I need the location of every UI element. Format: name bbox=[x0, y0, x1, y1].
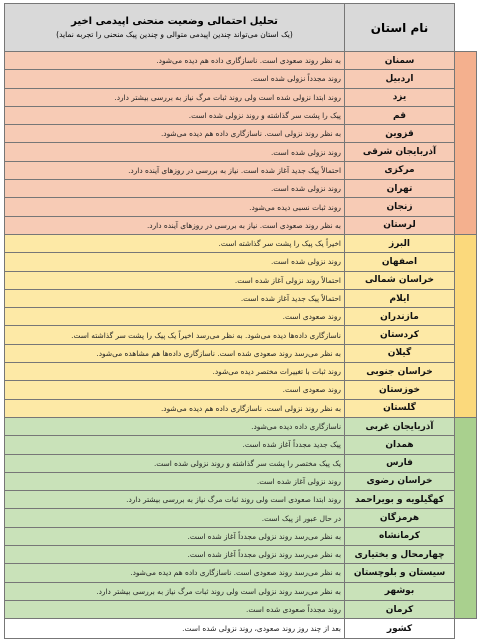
province-name: گلستان bbox=[345, 399, 455, 417]
province-analysis: روند صعودی است. bbox=[5, 381, 345, 399]
table-row bbox=[5, 564, 477, 582]
province-analysis: یک پیک مختصر را پشت سر گذاشته و روند نزولی شده است. bbox=[5, 454, 345, 472]
province-name: کرمان bbox=[345, 600, 455, 618]
table-row bbox=[5, 106, 477, 124]
province-name: آذربایجان شرقی bbox=[345, 143, 455, 161]
province-analysis: به نظر روند صعودی است. ناسازگاری داده هم دیده می‌شود. bbox=[5, 52, 345, 70]
province-analysis: احتمالاً روند نزولی آغاز شده است. bbox=[5, 271, 345, 289]
table-row bbox=[5, 253, 477, 271]
province-name: کهگیلویه و بویراحمد bbox=[345, 491, 455, 509]
province-name: چهارمحال و بختیاری bbox=[345, 546, 455, 564]
province-analysis: روند نزولی آغاز شده است. bbox=[5, 472, 345, 490]
analysis-header-subtitle: (یک استان می‌تواند چندین اپیدمی متوالی و چندین پیک منحنی را تجربه نماید) bbox=[56, 29, 293, 39]
province-analysis: به نظر روند نزولی است. ناسازگاری داده هم دیده می‌شود. bbox=[5, 125, 345, 143]
province-analysis: روند مجدداً صعودی شده است. bbox=[5, 600, 345, 618]
province-name: هرمزگان bbox=[345, 509, 455, 527]
table-row bbox=[5, 88, 477, 106]
province-analysis: ناسازگاری داده دیده می‌شود. bbox=[5, 417, 345, 435]
table-row bbox=[5, 363, 477, 381]
province-analysis: روند ابتدا صعودی است ولی روند ثبات مرگ نیاز به بررسی بیشتر دارد. bbox=[5, 491, 345, 509]
province-analysis: روند ثبات نسبی دیده می‌شود. bbox=[5, 198, 345, 216]
province-name: مازندران bbox=[345, 308, 455, 326]
province-name: قم bbox=[345, 106, 455, 124]
country-row bbox=[5, 619, 477, 639]
province-analysis: روند نزولی شده است. bbox=[5, 143, 345, 161]
table-row bbox=[5, 454, 477, 472]
country-name: کشور bbox=[345, 619, 455, 639]
table-row bbox=[5, 381, 477, 399]
province-name: لرستان bbox=[345, 216, 455, 234]
province-name: کردستان bbox=[345, 326, 455, 344]
province-name: البرز bbox=[345, 234, 455, 252]
province-analysis: احتمالاً پیک جدید آغاز شده است. نیاز به بررسی در روزهای آینده دارد. bbox=[5, 161, 345, 179]
table-row bbox=[5, 326, 477, 344]
table-row bbox=[5, 491, 477, 509]
table-row bbox=[5, 546, 477, 564]
province-analysis: روند مجدداً نزولی شده است. bbox=[5, 70, 345, 88]
table-row bbox=[5, 344, 477, 362]
province-analysis: روند نزولی شده است. bbox=[5, 253, 345, 271]
province-name: یزد bbox=[345, 88, 455, 106]
header-spacer bbox=[455, 4, 477, 52]
province-analysis: در حال عبور از پیک است. bbox=[5, 509, 345, 527]
table-row bbox=[5, 198, 477, 216]
province-name: خراسان شمالی bbox=[345, 271, 455, 289]
table-row bbox=[5, 308, 477, 326]
province-name: خوزستان bbox=[345, 381, 455, 399]
table-row bbox=[5, 472, 477, 490]
table-row bbox=[5, 271, 477, 289]
province-analysis: پیک را پشت سر گذاشته و روند نزولی شده است. bbox=[5, 106, 345, 124]
province-name: مرکزی bbox=[345, 161, 455, 179]
province-epidemic-table bbox=[4, 3, 477, 639]
province-analysis: به نظر روند صعودی است. نیاز به بررسی در روزهای آینده دارد. bbox=[5, 216, 345, 234]
province-name: ایلام bbox=[345, 289, 455, 307]
province-name: فارس bbox=[345, 454, 455, 472]
province-analysis: به نظر می‌رسد روند نزولی است ولی روند ثبات مرگ نیاز به بررسی بیشتر دارد. bbox=[5, 582, 345, 600]
table-row bbox=[5, 143, 477, 161]
province-analysis: ناسازگاری داده‌ها دیده می‌شود. به نظر می‌رسد اخیراً یک پیک را پشت سر گذاشته است. bbox=[5, 326, 345, 344]
province-analysis: به نظر می‌رسد روند نزولی مجدداً آغاز شده است. bbox=[5, 546, 345, 564]
province-name: خراسان جنوبی bbox=[345, 363, 455, 381]
province-name: سیستان و بلوچستان bbox=[345, 564, 455, 582]
group-label-cell bbox=[455, 417, 477, 618]
province-name: گیلان bbox=[345, 344, 455, 362]
province-analysis: روند ابتدا نزولی شده است ولی روند ثبات مرگ نیاز به بررسی بیشتر دارد. bbox=[5, 88, 345, 106]
province-analysis: به نظر می‌رسد روند نزولی مجدداً آغاز شده است. bbox=[5, 527, 345, 545]
province-name: بوشهر bbox=[345, 582, 455, 600]
country-analysis: بعد از چند روز روند صعودی، روند نزولی شده است. bbox=[5, 619, 345, 639]
analysis-header bbox=[5, 4, 345, 52]
table-row bbox=[5, 417, 477, 435]
province-name: همدان bbox=[345, 436, 455, 454]
table-row bbox=[5, 436, 477, 454]
province-analysis: احتمالاً پیک جدید آغاز شده است. bbox=[5, 289, 345, 307]
table-row bbox=[5, 70, 477, 88]
table-row bbox=[5, 125, 477, 143]
province-analysis: به نظر می‌رسد روند صعودی است. ناسازگاری داده هم دیده می‌شود. bbox=[5, 564, 345, 582]
province-name: اصفهان bbox=[345, 253, 455, 271]
province-analysis: روند نزولی شده است. bbox=[5, 180, 345, 198]
province-name: اردبیل bbox=[345, 70, 455, 88]
province-name: آذربایجان غربی bbox=[345, 417, 455, 435]
table-row bbox=[5, 180, 477, 198]
table-row bbox=[5, 289, 477, 307]
province-analysis: به نظر می‌رسد روند صعودی شده است. ناسازگاری داده‌ها هم مشاهده می‌شود. bbox=[5, 344, 345, 362]
table-row bbox=[5, 161, 477, 179]
province-name: کرمانشاه bbox=[345, 527, 455, 545]
analysis-header-title: تحلیل احتمالی وضعیت منحنی اپیدمی اخیر bbox=[71, 15, 278, 27]
table-row bbox=[5, 399, 477, 417]
table-row bbox=[5, 234, 477, 252]
province-name: قزوین bbox=[345, 125, 455, 143]
table-row bbox=[5, 600, 477, 618]
country-row-spacer bbox=[455, 619, 477, 639]
province-name-header: نام استان bbox=[345, 4, 455, 52]
group-label-cell bbox=[455, 234, 477, 417]
province-name: تهران bbox=[345, 180, 455, 198]
table-row bbox=[5, 527, 477, 545]
province-analysis: روند صعودی است. bbox=[5, 308, 345, 326]
province-analysis: به نظر روند نزولی است. ناسازگاری داده هم دیده می‌شود. bbox=[5, 399, 345, 417]
province-analysis: روند ثبات با تغییرات مختصر دیده می‌شود. bbox=[5, 363, 345, 381]
province-analysis: اخیراً یک پیک را پشت سر گذاشته است. bbox=[5, 234, 345, 252]
province-analysis: پیک جدید مجدداً آغاز شده است. bbox=[5, 436, 345, 454]
group-label-cell bbox=[455, 52, 477, 235]
table-row bbox=[5, 509, 477, 527]
province-name: سمنان bbox=[345, 52, 455, 70]
table-row bbox=[5, 52, 477, 70]
table-row bbox=[5, 582, 477, 600]
province-name: خراسان رضوی bbox=[345, 472, 455, 490]
table-row bbox=[5, 216, 477, 234]
province-name: زنجان bbox=[345, 198, 455, 216]
